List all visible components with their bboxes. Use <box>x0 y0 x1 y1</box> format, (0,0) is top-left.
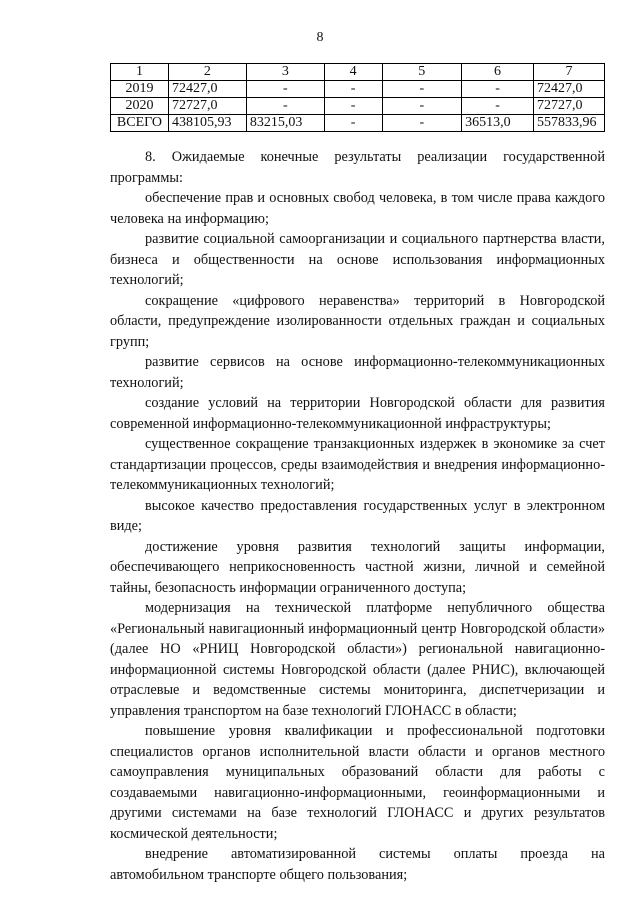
table-cell: - <box>382 81 462 98</box>
list-item: достижение уровня развития технологий защиты информации, обеспечивающего неприкосновенность частной жизни, личной и семейной тайны, безопасность информации ограниченного доступа; <box>110 538 605 596</box>
table-cell: - <box>324 98 382 115</box>
table-cell: 438105,93 <box>168 115 246 132</box>
table-total-row <box>111 115 605 132</box>
table-header-cell: 7 <box>533 64 604 81</box>
table-cell: - <box>324 115 382 132</box>
table-cell: - <box>324 81 382 98</box>
list-item: создание условий на территории Новгородской области для развития современной информационно-телекоммуникационной инфраструктуры; <box>110 395 605 432</box>
table-cell: - <box>382 115 462 132</box>
table-cell: - <box>246 98 324 115</box>
table-header-cell: 3 <box>246 64 324 81</box>
table-header-cell: 1 <box>111 64 169 81</box>
table-cell: 72427,0 <box>168 81 246 98</box>
table-cell: - <box>382 98 462 115</box>
table-cell: 557833,96 <box>533 115 604 132</box>
list-item: модернизация на технической платформе непубличного общества «Региональный навигационный информационный центр Новгородской области» (далее НО «РНИЦ Новгородской области») региональной навигационно-информационной системы Новгородской области (далее РНИС), включающей отраслевые и ведомственные системы мониторинга, диспетчеризации и управления транспортом на базе технологий ГЛОНАСС в области; <box>110 600 605 719</box>
section-heading: 8. Ожидаемые конечные результаты реализации государственной программы: <box>110 149 605 186</box>
list-item: развитие социальной самоорганизации и социального партнерства власти, бизнеса и общественности на основе использования информационных технологий; <box>110 231 605 288</box>
funding-table <box>110 63 605 132</box>
list-item: внедрение автоматизированной системы оплаты проезда на автомобильном транспорте общего пользования; <box>110 846 605 883</box>
table-cell: - <box>462 98 534 115</box>
table-row <box>111 98 605 115</box>
list-item: обеспечение прав и основных свобод человека, в том числе права каждого человека на информацию; <box>110 190 605 227</box>
list-item: развитие сервисов на основе информационно-телекоммуникационных технологий; <box>110 354 605 391</box>
body-text <box>110 147 605 885</box>
list-item: существенное сокращение транзакционных издержек в экономике за счет стандартизации процессов, среды взаимодействия и внедрения информационно-телекоммуникационных технологий; <box>110 436 605 493</box>
table-row <box>111 81 605 98</box>
table-header-row <box>111 64 605 81</box>
table-cell: - <box>462 81 534 98</box>
table-cell: ВСЕГО <box>111 115 169 132</box>
table-cell: 72727,0 <box>168 98 246 115</box>
table-header-cell: 6 <box>462 64 534 81</box>
table-cell: 2020 <box>111 98 169 115</box>
list-item: повышение уровня квалификации и профессиональной подготовки специалистов органов исполнительной власти области и органов местного самоуправления муниципальных образований области для работы с создаваемыми навигационно-информационными, геоинформационными и другими системами на базе технологий ГЛОНАСС и других результатов космической деятельности; <box>110 723 605 842</box>
table-header-cell: 2 <box>168 64 246 81</box>
table-cell: 36513,0 <box>462 115 534 132</box>
table-cell: 2019 <box>111 81 169 98</box>
table-header-cell: 4 <box>324 64 382 81</box>
table-cell: - <box>246 81 324 98</box>
list-item: высокое качество предоставления государственных услуг в электронном виде; <box>110 497 605 534</box>
table-cell: 83215,03 <box>246 115 324 132</box>
table-cell: 72727,0 <box>533 98 604 115</box>
list-item: сокращение «цифрового неравенства» территорий в Новгородской области, предупреждение изолированности отдельных граждан и социальных групп; <box>110 292 605 350</box>
table-cell: 72427,0 <box>533 81 604 98</box>
table-header-cell: 5 <box>382 64 462 81</box>
page-number: 8 <box>316 30 324 45</box>
